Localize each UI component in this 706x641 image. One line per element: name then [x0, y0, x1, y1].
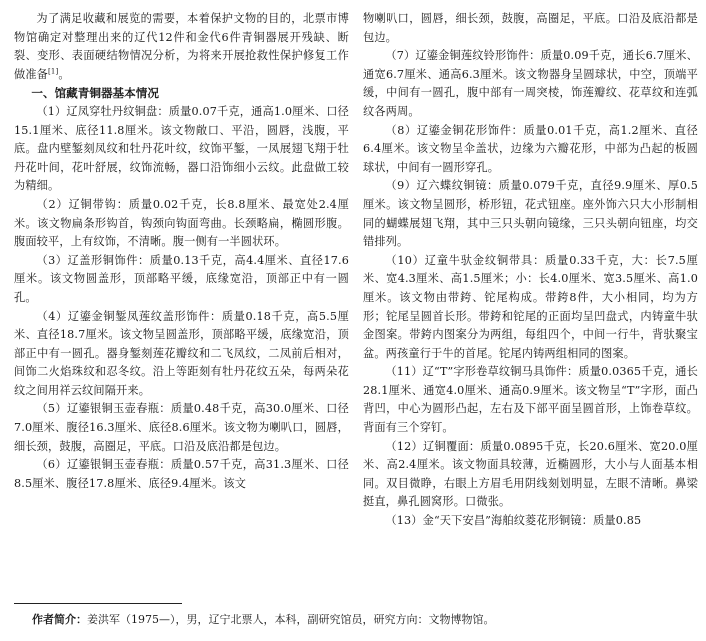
item-11: （11）辽“T”字形卷草纹铜马具饰件：质量0.0365千克，通长28.1厘米、通宽4.0厘米、通高0.9厘米。该文物呈“T”字形，面凸背凹，中心为圆形凸起，左右及下部平面呈圆首形，上饰卷草纹。背面有三个穿钉。 [363, 365, 698, 435]
section-heading: 一、馆藏青铜器基本情况 [31, 86, 159, 101]
item-9: （9）辽六蝶纹铜镜：质量0.079千克，直径9.9厘米、厚0.5厘米。该文物呈圆形，桥形钮，花式钮座。座外饰六只大小形制相同的蝴蝶展翅飞翔，其中三只头朝向镜缘，三只头朝向钮座，均交错排列。 [363, 179, 698, 249]
item-4: （4）辽鎏金铜錾凤莲纹盖形饰件：质量0.18千克，高5.5厘米、直径18.7厘米。该文物呈圆盖形，顶部略平缓，底缘宽沿，顶部正中有一圆孔。器身錾刻莲花瓣纹和二飞凤纹，二凤前后相对，间饰二火焰珠纹和忍冬纹。沿上等距刻有牡丹花纹五朵，每两朵花纹之间用祥云纹间隔开来。 [14, 309, 349, 397]
item-2: （2）辽铜带钩：质量0.02千克，长8.8厘米、最宽处2.4厘米。该文物扁条形钩首，钩颈向钩面弯曲。长颈略扁，椭圆形腹。腹面较平，上有纹饰，不清晰。腹一侧有一半圆状环。 [14, 197, 349, 249]
intro-paragraph: 为了满足收藏和展览的需要，本着保护文物的目的，北票市博物馆确定对整理出来的辽代12件和金代6件青铜器展开残缺、断裂、变形、表面硬结物情况分析，为将来开展抢救性保护修复工作做准备[1]。 [14, 12, 349, 81]
reference-mark: [1] [48, 67, 59, 76]
item-13: （13）金“天下安昌”海舶纹菱花形铜镜：质量0.85 [385, 514, 642, 528]
item-7: （7）辽鎏金铜莲纹铃形饰件：质量0.09千克，通长6.7厘米、通宽6.7厘米、通高6.3厘米。该文物器身呈圆球状，中空，顶端平缓，中间有一圆孔，腹中部有一周突棱，饰莲瓣纹、花草纹和连弧纹各两周。 [363, 49, 698, 118]
author-note [32, 612, 692, 628]
right-column [363, 10, 698, 531]
item-12: （12）辽铜覆面：质量0.0895千克，长20.6厘米、宽20.0厘米、高2.4厘米。该文物面具较薄，近椭圆形，大小与人面基本相同。双目微睁，右眼上方眉毛用阴线刻划明显，左眼不清晰。鼻梁挺直，鼻孔圆窝形。口微张。 [363, 439, 698, 509]
item-8: （8）辽鎏金铜花形饰件：质量0.01千克，高1.2厘米、直径6.4厘米。该文物呈伞盖状，边缘为六瓣花形，中部为凸起的板圆球状，中间有一圆形穿孔。 [363, 123, 698, 174]
author-note-text: 姜洪军（1975—），男，辽宁北票人，本科，副研究馆员，研究方向：文物博物馆。 [87, 613, 495, 626]
item-6-continuation: 物喇叭口，圆唇，细长颈，鼓腹，高圈足，平底。口沿及底沿都是包边。 [363, 12, 698, 44]
item-3: （3）辽盖形铜饰件：质量0.13千克，高4.4厘米、直径17.6厘米。该文物圆盖形，顶部略平缓，底缘宽沿，顶部正中有一圆孔。 [14, 253, 349, 304]
item-5: （5）辽鎏银铜玉壶春瓶：质量0.48千克，高30.0厘米、口径7.0厘米、腹径16.3厘米、底径8.6厘米。该文物为喇叭口，圆唇，细长颈，鼓腹，高圈足，平底。口沿及底沿都是包边。 [14, 402, 349, 453]
footnote-divider [14, 603, 182, 604]
left-column [14, 10, 349, 493]
item-10: （10）辽童牛驮金纹铜带具：质量0.33千克，大：长7.5厘米、宽4.3厘米、高1.5厘米；小：长4.0厘米、宽3.5厘米、高1.0厘米。该文物由带銙、铊尾构成。带銙8件，大小相同，均为方形；铊尾呈圆首长形。带銙和铊尾的正面均呈凹盘式，内铸童牛驮金图案。带銙内图案分为两组，每组四个，中间一行牛，背驮聚宝盆。两孩童行于牛的首尾。铊尾内铸两组相同的图案。 [363, 253, 698, 360]
item-1: （1）辽凤穿牡丹纹铜盘：质量0.07千克，通高1.0厘米、口径15.1厘米、底径11.8厘米。该文物敞口、平沿，圆唇，浅腹，平底。盘内壁錾刻凤纹和牡丹花叶纹，纹饰平錾，一凤展翅飞翔于牡丹花叶间，花叶舒展，纹饰流畅，器口沿饰细小云纹。此盘做工较为精细。 [14, 104, 349, 193]
item-6: （6）辽鎏银铜玉壶春瓶：质量0.57千克，高31.3厘米、口径8.5厘米、腹径17.8厘米、底径9.4厘米。该文 [14, 458, 349, 490]
author-note-label: 作者简介： [32, 613, 87, 626]
